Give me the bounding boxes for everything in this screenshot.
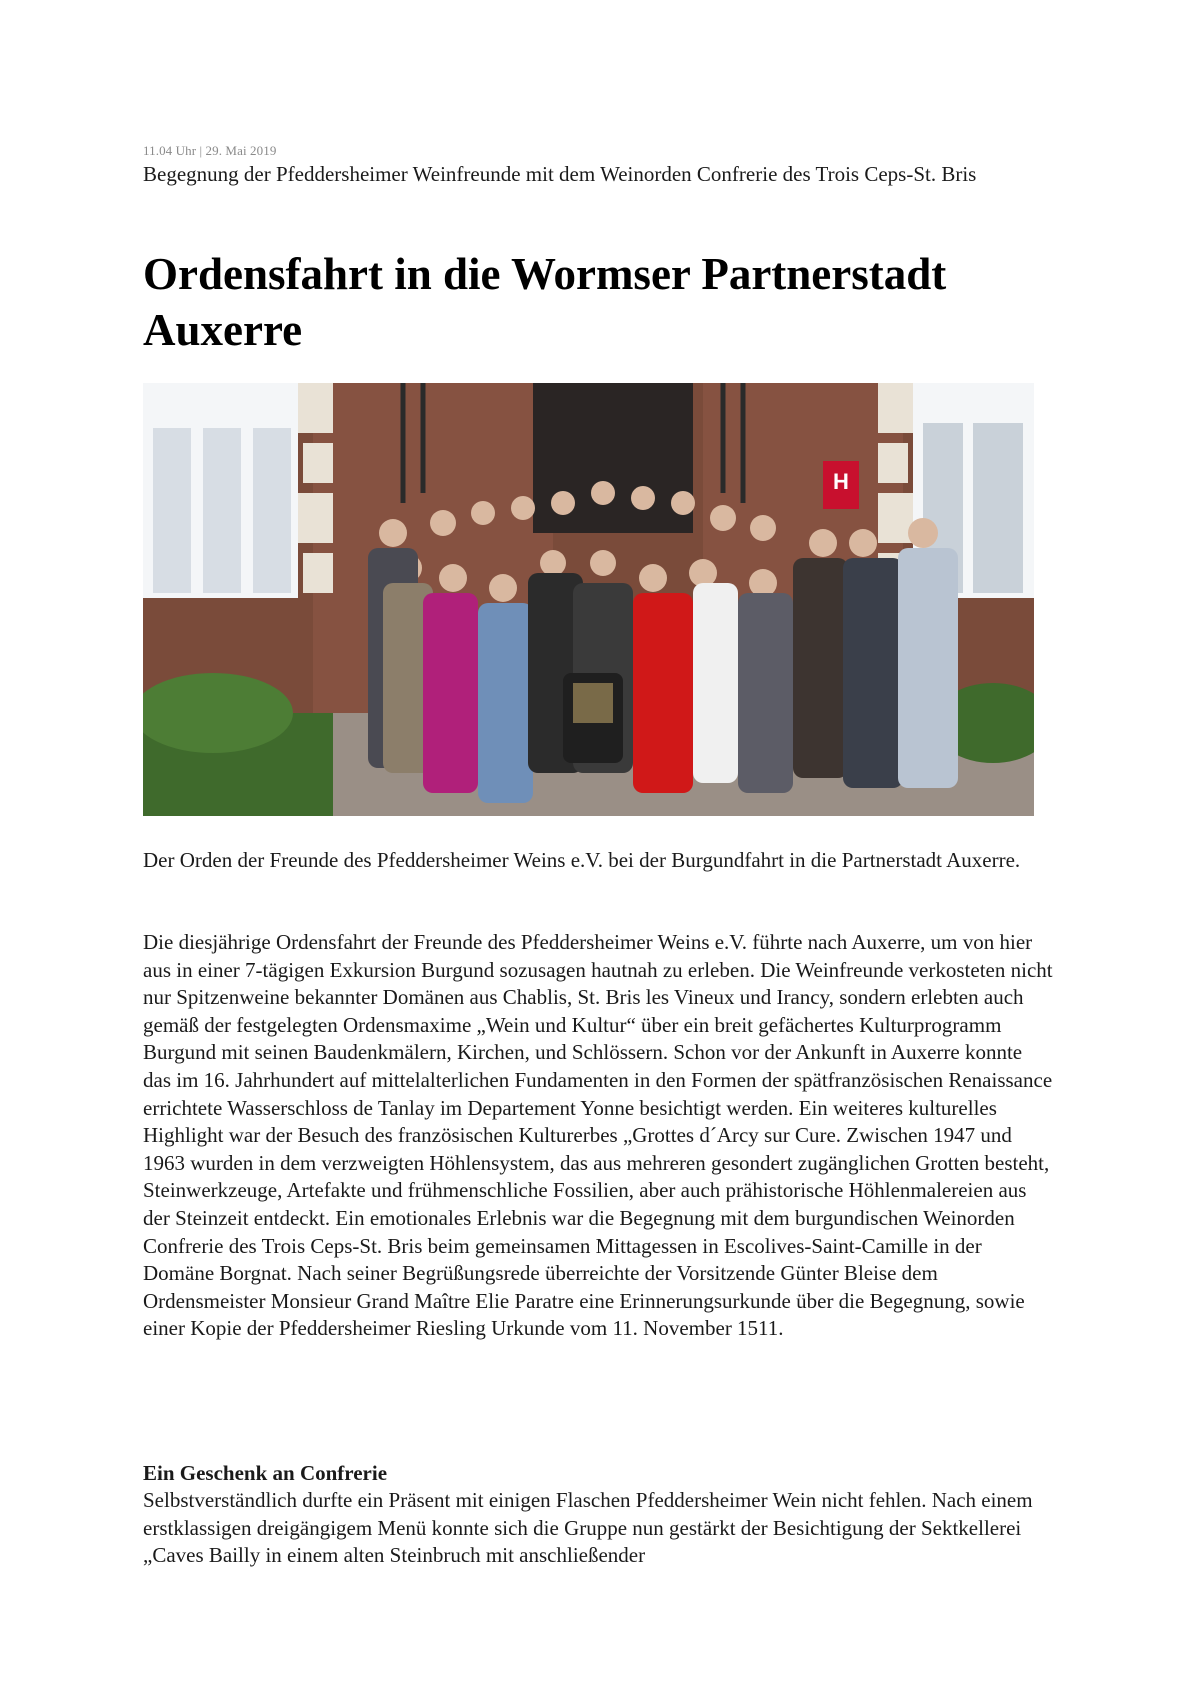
group-photo — [143, 383, 1034, 816]
article-subtitle: Begegnung der Pfeddersheimer Weinfreunde mit dem Weinorden Confrerie des Trois Ceps-St. Bris — [143, 162, 977, 186]
hotel-sign-letter: H — [833, 469, 849, 494]
photo-caption: Der Orden der Freunde des Pfeddersheimer Weins e.V. bei der Burgundfahrt in die Partnerstadt Auxerre. — [143, 848, 1021, 872]
article-body: Die diesjährige Ordensfahrt der Freunde des Pfeddersheimer Weins e.V. führte nach Auxerre, um von hier aus in einer 7-tägigen Exkursion Burgund sozusagen hautnah zu erleben. Die Weinfreunde verkosteten nicht nur Spitzenweine bekannter Domänen aus Chablis, St. Bris les Vineux und Irancy, sondern erlebten auch gemäß der festgelegten Ordensmaxime „Wein und Kultur“ über ein breit gefächertes Kulturprogramm Burgund mit seinen Baudenkmälern, Kirchen, und Schlössern. Schon vor der Ankunft in Auxerre konnte das im 16. Jahrhundert auf mittelalterlichen Fundamenten in den Formen der spätfranzösischen Renaissance errichtete Wasserschloss de Tanlay im Departement Yonne besichtigt werden. Ein weiteres kulturelles Highlight war der Besuch des französischen Kulturerbes „Grottes d´Arcy sur Cure. Zwischen 1947 und 1963 wurden in dem verzweigten Höhlensystem, das aus mehreren gesondert zugänglichen Grotten besteht, Steinwerkzeuge, Artefakte und frühmenschliche Fossilien, aber auch prähistorische Höhlenmalereien aus der Steinzeit entdeckt. Ein emotionales Erlebnis war die Begegnung mit dem burgundischen Weinorden Confrerie des Trois Ceps-St. Bris beim gemeinsamen Mittagessen in Escolives-Saint-Camille in der Domäne Borgnat. Nach seiner Begrüßungsrede überreichte der Vorsitzende Günter Bleise dem Ordensmeister Monsieur Grand Maître Elie Paratre eine Erinnerungsurkunde über die Begegnung, sowie einer Kopie der Pfeddersheimer Riesling Urkunde vom 11. November 1511. — [143, 930, 1053, 1341]
article-headline: Ordensfahrt in die Wormser Partnerstadt Auxerre — [143, 249, 947, 355]
section-heading: Ein Geschenk an Confrerie — [143, 1461, 388, 1485]
section-body: Selbstverständlich durfte ein Präsent mit einigen Flaschen Pfeddersheimer Wein nicht fehlen. Nach einem erstklassigen dreigängigem Menü konnte sich die Gruppe nun gestärkt der Besichtigung der Sektkellerei „Caves Bailly in einem alten Steinbruch mit anschließender — [143, 1488, 1033, 1568]
article-timestamp: 11.04 Uhr | 29. Mai 2019 — [143, 143, 277, 158]
